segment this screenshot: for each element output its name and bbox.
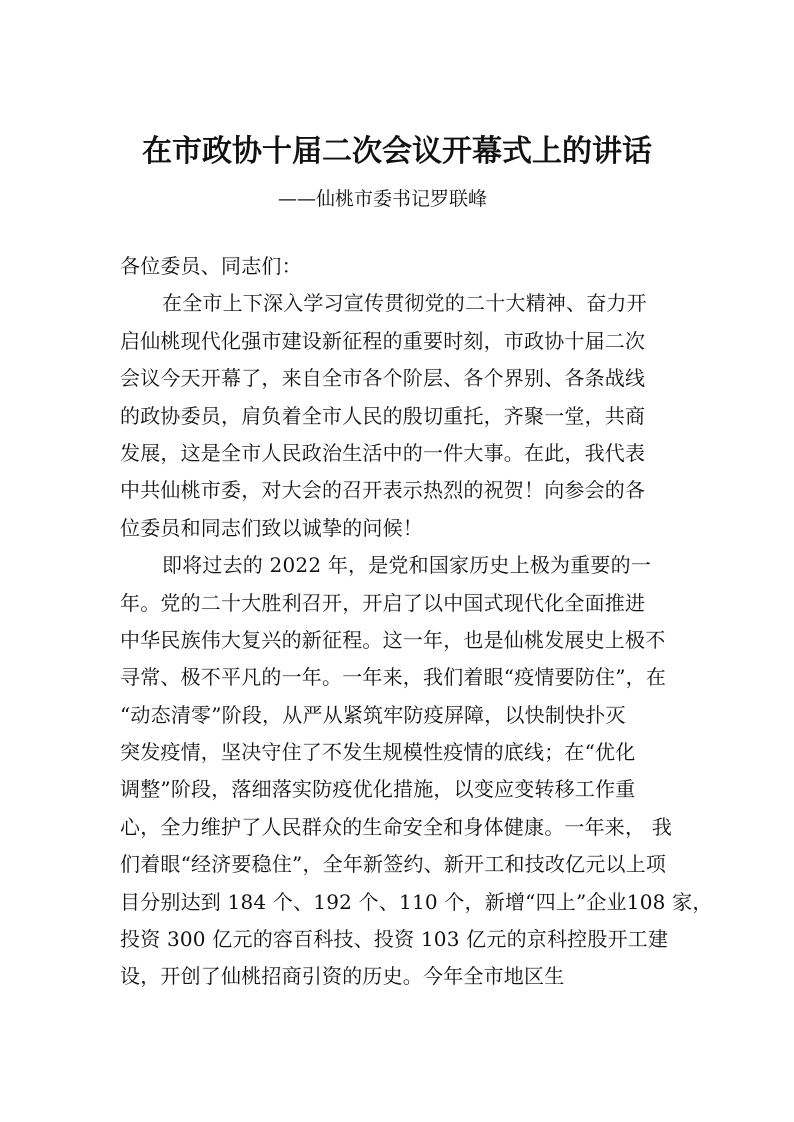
body-line: 突发疫情，坚决守住了不发生规模性疫情的底线；在“优化: [120, 740, 636, 765]
body-line: 在全市上下深入学习宣传贯彻党的二十大精神、奋力开: [162, 291, 647, 316]
body-line: 年。党的二十大胜利召开，开启了以中国式现代化全面推进: [120, 590, 646, 615]
document-subtitle: ——仙桃市委书记罗联峰: [278, 188, 488, 210]
body-line: 设，开创了仙桃招商引资的历史。今年全市地区生: [120, 964, 565, 989]
body-line: 目分别达到 184 个、192 个、110 个，新增“四上”企业108 家，: [120, 889, 713, 914]
body-line: 们着眼“经济要稳住”，全年新签约、新开工和技改亿元以上项: [120, 852, 667, 877]
body-line: 中共仙桃市委，对大会的召开表示热烈的祝贺！向参会的各: [120, 478, 646, 503]
body-line: 发展，这是全市人民政治生活中的一件大事。在此，我代表: [120, 440, 646, 465]
body-line: 的政协委员，肩负着全市人民的殷切重托，齐聚一堂，共商: [120, 403, 646, 428]
body-line: “动态清零”阶段，从严从紧筑牢防疫屏障，以快制快扑灭: [120, 702, 626, 727]
document-body: [120, 248, 713, 996]
body-line: 位委员和同志们致以诚挚的问候！: [120, 515, 423, 540]
body-line: 中华民族伟大复兴的新征程。这一年，也是仙桃发展史上极不: [120, 627, 666, 652]
body-line: 寻常、极不平凡的一年。一年来，我们着眼“疫情要防住”，在: [120, 665, 667, 690]
body-line: 调整”阶段，落细落实防疫优化措施，以变应变转移工作重: [120, 777, 636, 802]
body-line: 心，全力维护了人民群众的生命安全和身体健康。一年来， 我: [120, 814, 672, 839]
body-line: 会议今天开幕了，来自全市各个阶层、各个界别、各条战线: [120, 366, 646, 391]
document-title: 在市政协十届二次会议开幕式上的讲话: [142, 134, 652, 169]
body-line: 投资 300 亿元的容百科技、投资 103 亿元的京科控股开工建: [120, 927, 669, 952]
body-line: 即将过去的 2022 年，是党和国家历史上极为重要的一: [162, 553, 652, 578]
body-line: 启仙桃现代化强市建设新征程的重要时刻，市政协十届二次: [120, 328, 646, 353]
salutation-line: 各位委员、同志们：: [120, 254, 302, 278]
